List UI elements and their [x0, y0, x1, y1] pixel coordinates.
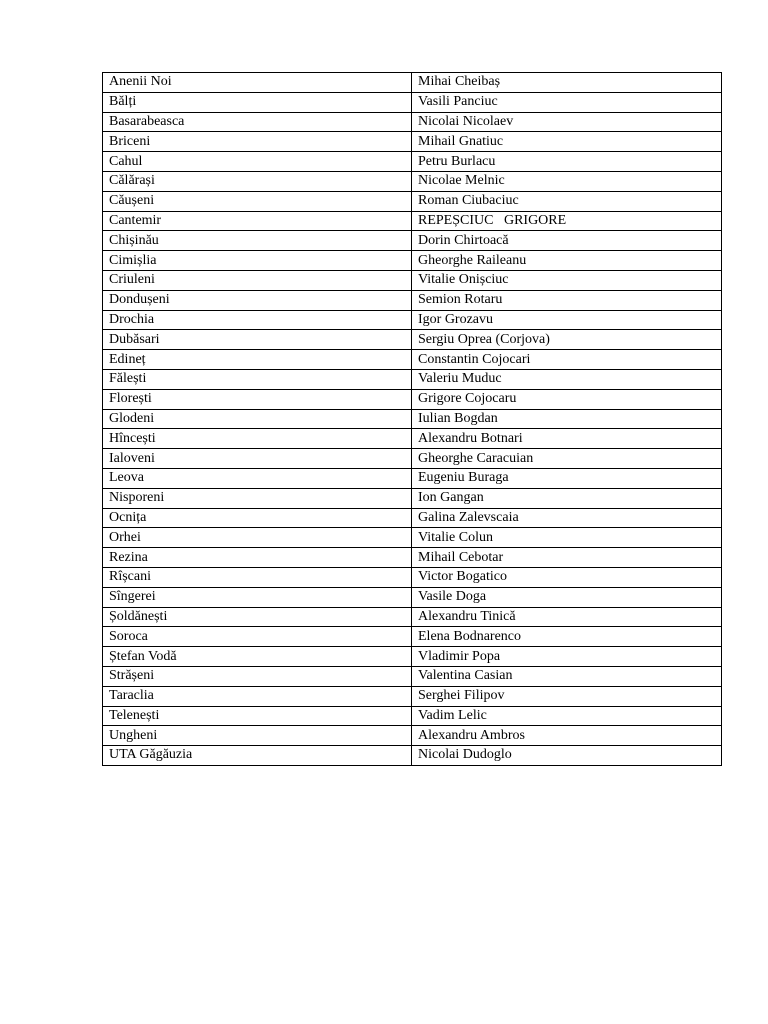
person-name-cell: Vitalie Onișciuc: [412, 270, 722, 290]
person-name-cell: Vladimir Popa: [412, 647, 722, 667]
district-cell: Cimișlia: [103, 251, 412, 271]
table-row: [103, 132, 722, 152]
table-row: [103, 647, 722, 667]
person-name-cell: Gheorghe Raileanu: [412, 251, 722, 271]
table-row: [103, 270, 722, 290]
person-name-cell: Alexandru Tinică: [412, 607, 722, 627]
person-name-cell: Dorin Chirtoacă: [412, 231, 722, 251]
district-cell: Călărași: [103, 171, 412, 191]
district-cell: Cantemir: [103, 211, 412, 231]
table-row: [103, 488, 722, 508]
person-name-cell: Valeriu Muduc: [412, 369, 722, 389]
district-cell: Rezina: [103, 548, 412, 568]
district-cell: Soroca: [103, 627, 412, 647]
table-row: [103, 231, 722, 251]
district-cell: Hîncești: [103, 429, 412, 449]
person-name-cell: Valentina Casian: [412, 666, 722, 686]
district-cell: Edineț: [103, 350, 412, 370]
table-row: [103, 409, 722, 429]
person-name-cell: Petru Burlacu: [412, 152, 722, 172]
district-cell: Șoldănești: [103, 607, 412, 627]
table-row: [103, 152, 722, 172]
table-row: [103, 310, 722, 330]
table-row: [103, 607, 722, 627]
person-name-cell: Constantin Cojocari: [412, 350, 722, 370]
person-name-cell: Nicolae Melnic: [412, 171, 722, 191]
person-name-cell: REPEȘCIUC GRIGORE: [412, 211, 722, 231]
district-cell: Dubăsari: [103, 330, 412, 350]
table-body: [103, 73, 722, 766]
district-cell: Orhei: [103, 528, 412, 548]
table-row: [103, 567, 722, 587]
person-name-cell: Roman Ciubaciuc: [412, 191, 722, 211]
person-name-cell: Mihail Gnatiuc: [412, 132, 722, 152]
person-name-cell: Alexandru Ambros: [412, 726, 722, 746]
table-row: [103, 587, 722, 607]
district-cell: Strășeni: [103, 666, 412, 686]
district-cell: Ialoveni: [103, 449, 412, 469]
table-row: [103, 468, 722, 488]
person-name-cell: Iulian Bogdan: [412, 409, 722, 429]
district-name-table: [102, 72, 722, 766]
district-cell: Glodeni: [103, 409, 412, 429]
district-cell: Căușeni: [103, 191, 412, 211]
person-name-cell: Vasile Doga: [412, 587, 722, 607]
table-row: [103, 627, 722, 647]
table-row: [103, 330, 722, 350]
table-row: [103, 389, 722, 409]
district-cell: Taraclia: [103, 686, 412, 706]
person-name-cell: Eugeniu Buraga: [412, 468, 722, 488]
district-cell: Basarabeasca: [103, 112, 412, 132]
district-cell: Ștefan Vodă: [103, 647, 412, 667]
district-cell: Bălți: [103, 92, 412, 112]
table-row: [103, 112, 722, 132]
table-row: [103, 706, 722, 726]
table-row: [103, 171, 722, 191]
district-cell: Drochia: [103, 310, 412, 330]
person-name-cell: Sergiu Oprea (Corjova): [412, 330, 722, 350]
person-name-cell: Elena Bodnarenco: [412, 627, 722, 647]
person-name-cell: Ion Gangan: [412, 488, 722, 508]
district-cell: Sîngerei: [103, 587, 412, 607]
district-cell: Cahul: [103, 152, 412, 172]
district-cell: Fălești: [103, 369, 412, 389]
district-cell: Chișinău: [103, 231, 412, 251]
person-name-cell: Mihai Cheibaș: [412, 73, 722, 93]
table-row: [103, 548, 722, 568]
table-row: [103, 251, 722, 271]
person-name-cell: Grigore Cojocaru: [412, 389, 722, 409]
district-cell: Florești: [103, 389, 412, 409]
person-name-cell: Mihail Cebotar: [412, 548, 722, 568]
district-cell: Criuleni: [103, 270, 412, 290]
district-cell: Ocnița: [103, 508, 412, 528]
person-name-cell: Victor Bogatico: [412, 567, 722, 587]
person-name-cell: Alexandru Botnari: [412, 429, 722, 449]
table-row: [103, 508, 722, 528]
table-row: [103, 726, 722, 746]
person-name-cell: Semion Rotaru: [412, 290, 722, 310]
district-cell: Anenii Noi: [103, 73, 412, 93]
table-row: [103, 429, 722, 449]
person-name-cell: Nicolai Nicolaev: [412, 112, 722, 132]
person-name-cell: Serghei Filipov: [412, 686, 722, 706]
person-name-cell: Galina Zalevscaia: [412, 508, 722, 528]
district-cell: Dondușeni: [103, 290, 412, 310]
table-row: [103, 350, 722, 370]
table-row: [103, 92, 722, 112]
person-name-cell: Vasili Panciuc: [412, 92, 722, 112]
table-row: [103, 746, 722, 766]
person-name-cell: Nicolai Dudoglo: [412, 746, 722, 766]
district-cell: Briceni: [103, 132, 412, 152]
table-row: [103, 666, 722, 686]
person-name-cell: Vitalie Colun: [412, 528, 722, 548]
table-row: [103, 290, 722, 310]
table-row: [103, 449, 722, 469]
district-cell: Nisporeni: [103, 488, 412, 508]
table-row: [103, 211, 722, 231]
table-row: [103, 73, 722, 93]
person-name-cell: Igor Grozavu: [412, 310, 722, 330]
table-row: [103, 191, 722, 211]
person-name-cell: Vadim Lelic: [412, 706, 722, 726]
district-cell: Ungheni: [103, 726, 412, 746]
district-cell: Leova: [103, 468, 412, 488]
table-row: [103, 528, 722, 548]
person-name-cell: Gheorghe Caracuian: [412, 449, 722, 469]
table-row: [103, 369, 722, 389]
district-cell: UTA Găgăuzia: [103, 746, 412, 766]
table-row: [103, 686, 722, 706]
district-cell: Rîșcani: [103, 567, 412, 587]
district-cell: Telenești: [103, 706, 412, 726]
